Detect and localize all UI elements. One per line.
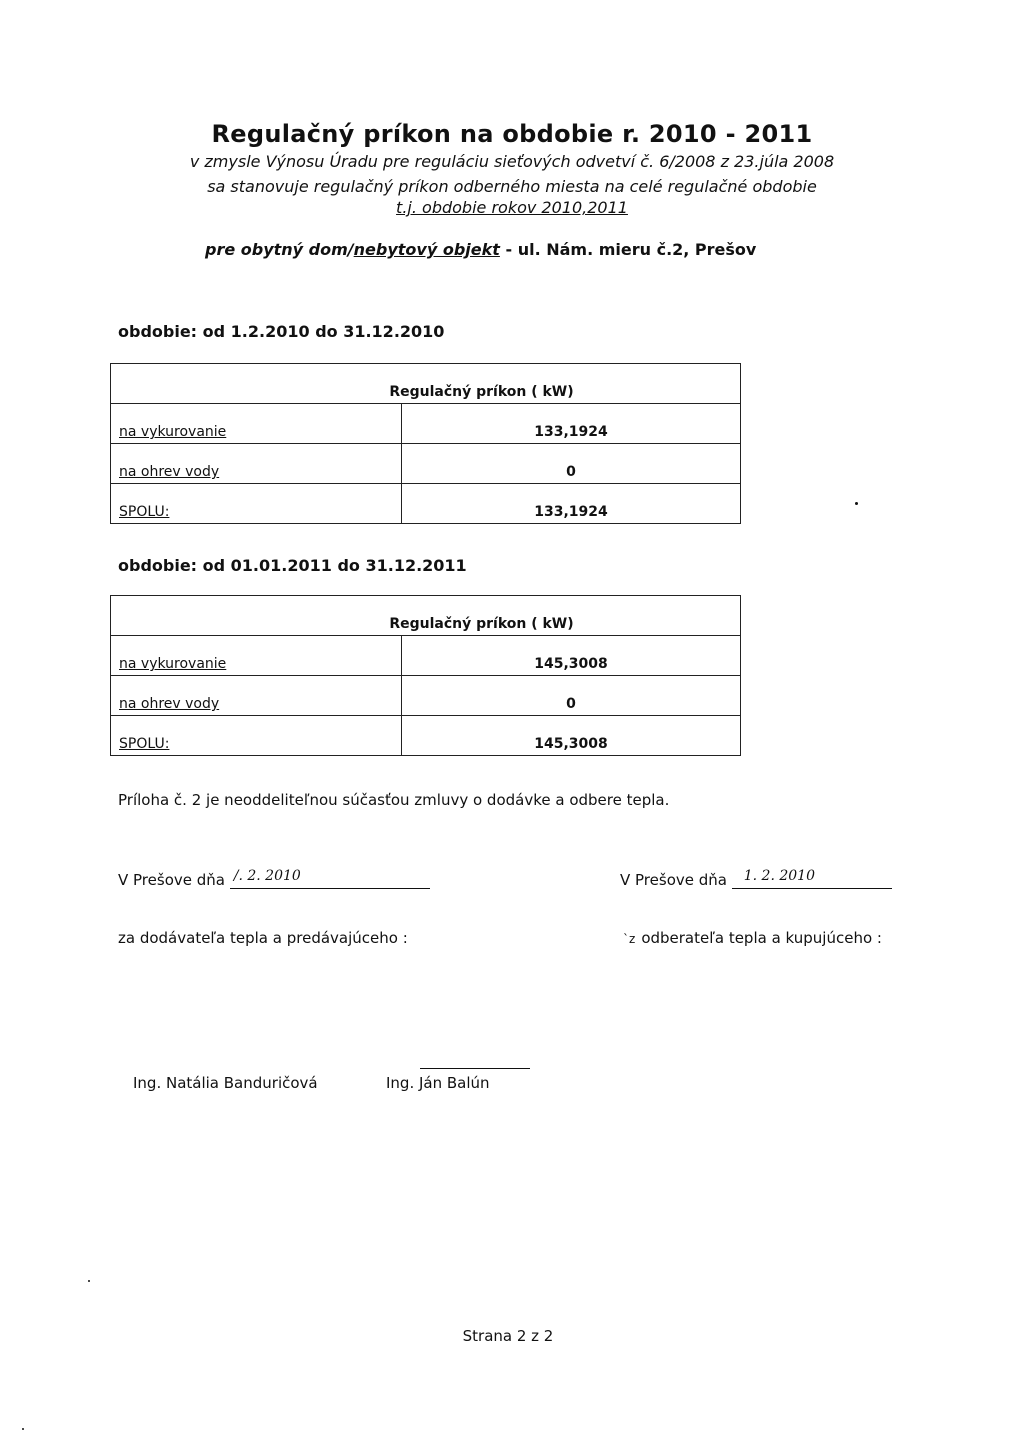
date-line — [732, 870, 892, 889]
table-header: Regulačný príkon ( kW) — [111, 596, 741, 636]
table-header-row — [111, 364, 741, 404]
row-label: na vykurovanie — [111, 404, 402, 444]
object-dash: - — [499, 240, 518, 259]
row-label: na ohrev vody — [111, 444, 402, 484]
row-label: SPOLU: — [111, 484, 402, 524]
customer-label-line — [623, 929, 882, 947]
handwritten-date: 1. 2. 2010 — [743, 868, 815, 884]
customer-signatory: Ing. Ján Balún — [386, 1074, 490, 1092]
object-address: ul. Nám. mieru č.2, Prešov — [517, 240, 757, 259]
handwritten-date: /. 2. 2010 — [233, 868, 301, 884]
row-value: 145,3008 — [402, 716, 741, 756]
date-line — [230, 870, 430, 889]
table-header-row — [111, 596, 741, 636]
supplier-signatory: Ing. Natália Banduričová — [133, 1074, 318, 1092]
object-line — [205, 240, 756, 259]
stray-mark: `z — [623, 932, 636, 946]
row-value: 133,1924 — [402, 484, 741, 524]
table-row — [111, 404, 741, 444]
regulation-statement: sa stanovuje regulačný príkon odberného miesta na celé regulačné obdobie — [207, 177, 817, 196]
period-1-label: obdobie: od 1.2.2010 do 31.12.2010 — [118, 322, 445, 341]
row-value: 133,1924 — [402, 404, 741, 444]
customer-label: odberateľa tepla a kupujúceho : — [641, 929, 882, 947]
table-row — [111, 716, 741, 756]
stray-mark — [855, 502, 858, 505]
period-2-table — [110, 595, 741, 756]
annex-note: Príloha č. 2 je neoddeliteľnou súčasťou zmluvy o dodávke a odbere tepla. — [118, 791, 670, 809]
stray-mark — [88, 1280, 90, 1282]
place-label: V Prešove dňa — [118, 871, 225, 889]
customer-place-date — [620, 870, 892, 889]
place-label: V Prešove dňa — [620, 871, 727, 889]
regulation-period: t.j. obdobie rokov 2010,2011 — [396, 198, 628, 217]
stray-mark — [22, 1428, 24, 1430]
page-number: Strana 2 z 2 — [462, 1327, 554, 1345]
period-1-table — [110, 363, 741, 524]
row-label: na ohrev vody — [111, 676, 402, 716]
row-value: 0 — [402, 444, 741, 484]
row-label: SPOLU: — [111, 716, 402, 756]
period-2-label: obdobie: od 01.01.2011 do 31.12.2011 — [118, 556, 467, 575]
supplier-place-date — [118, 870, 430, 889]
row-value: 145,3008 — [402, 636, 741, 676]
object-type: nebytový objekt — [353, 240, 500, 259]
regulation-reference: v zmysle Výnosu Úradu pre reguláciu sieťových odvetví č. 6/2008 z 23.júla 2008 — [189, 152, 835, 171]
table-row — [111, 676, 741, 716]
table-row — [111, 484, 741, 524]
row-label: na vykurovanie — [111, 636, 402, 676]
object-prefix: pre obytný dom/ — [205, 240, 354, 259]
table-row — [111, 636, 741, 676]
table-row — [111, 444, 741, 484]
table-header: Regulačný príkon ( kW) — [111, 364, 741, 404]
document-title: Regulačný príkon na obdobie r. 2010 - 2011 — [211, 120, 813, 148]
row-value: 0 — [402, 676, 741, 716]
supplier-label: za dodávateľa tepla a predávajúceho : — [118, 929, 408, 947]
